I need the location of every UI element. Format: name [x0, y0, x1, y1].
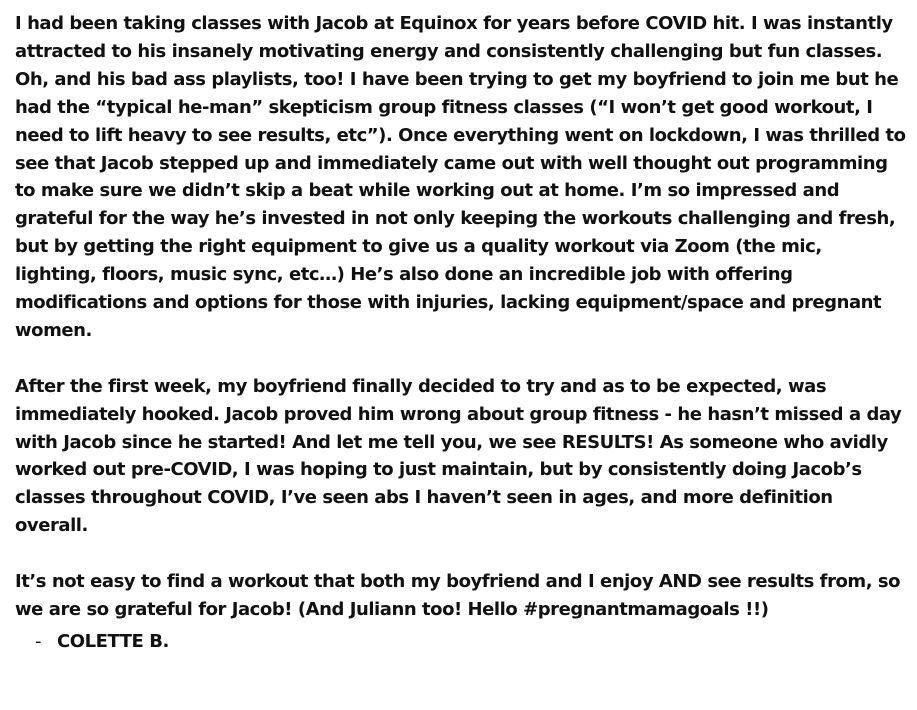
paragraph-2: After the first week, my boyfriend finally decided to try and as to be expected, was immediately hooked. Jacob proved him wrong about group fitness - he hasn’t missed a day with Jacob since he started! And let me tell you, we see RESULTS! As someone who avidly worked out pre-COVID, I was hoping to just maintain, but by consistently doing Jacob’s classes throughout COVID, I’ve seen abs I haven’t seen in ages, and more definition overall.: [15, 375, 902, 537]
testimonial-document: [15, 10, 907, 656]
signature-bullet: -: [35, 630, 42, 652]
signature-line: [15, 628, 907, 656]
signature-name: COLETTE B.: [57, 630, 169, 652]
paragraph-1: I had been taking classes with Jacob at Equinox for years before COVID hit. I was instantly attracted to his insanely motivating energy and consistently challenging but fun classes. Oh, and his bad ass playlists, too! I have been trying to get my boyfriend to join me but he had the “typical he-man” skepticism group fitness classes (“I won’t get good workout, I need to lift heavy to see results, etc”). Once everything went on lockdown, I was thrilled to see that Jacob stepped up and immediately came out with well thought out programming to make sure we didn’t skip a beat while working out at home. I’m so impressed and grateful for the way he’s invested in not only keeping the workouts challenging and fresh, but by getting the right equipment to give us a quality workout via Zoom (the mic, lighting, floors, music sync, etc…) He’s also done an incredible job with offering modifications and options for those with injuries, lacking equipment/space and pregnant women.: [15, 13, 906, 341]
paragraph-3: It’s not easy to find a workout that both my boyfriend and I enjoy AND see results from, so we are so grateful for Jacob! (And Juliann too! Hello #pregnantmamagoals !!): [15, 571, 901, 620]
